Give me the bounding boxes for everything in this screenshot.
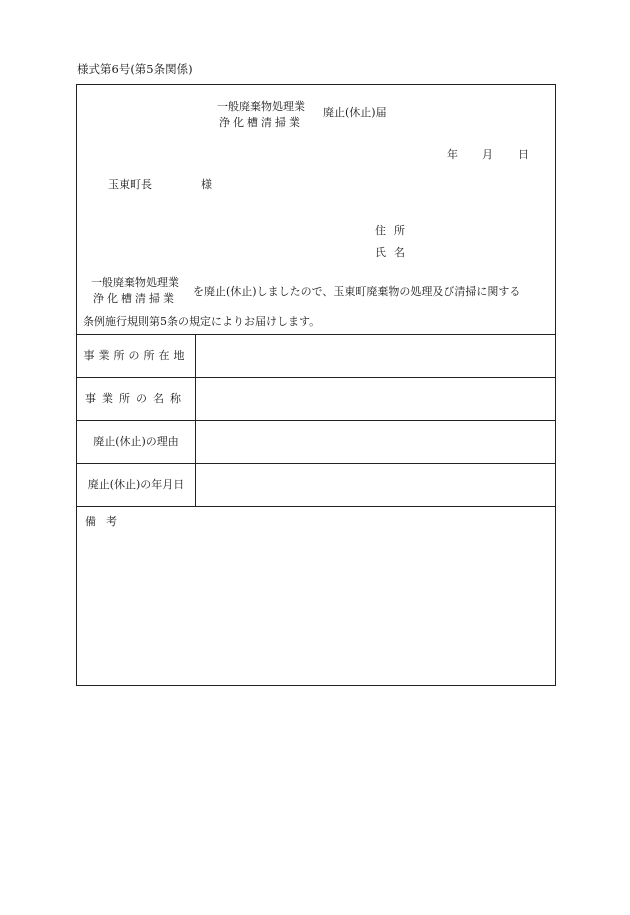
statement-business-type-2: 浄化槽清掃業: [93, 292, 177, 305]
form-number: 様式第6号(第5条関係): [77, 62, 193, 76]
field-office-name-value[interactable]: [196, 378, 555, 420]
title-business-type-2: 浄化槽清掃業: [219, 116, 303, 129]
date-day-label: 日: [518, 148, 529, 161]
remarks-label: 備考: [85, 515, 127, 528]
field-reason-label: 廃止(休止)の理由: [93, 435, 179, 448]
field-date-value[interactable]: [196, 464, 555, 506]
notification-form: [76, 84, 556, 686]
field-location-value[interactable]: [196, 335, 555, 377]
table-bottom-border: [77, 506, 555, 507]
applicant-name-label: 氏名: [375, 246, 413, 259]
title-business-types: [217, 99, 305, 131]
statement-business-types: [91, 275, 179, 307]
applicant-address-label: 住所: [375, 224, 413, 237]
field-date-label: 廃止(休止)の年月日: [87, 478, 185, 491]
field-location-label: 事業所の所在地: [83, 349, 189, 362]
statement-business-type-1: 一般廃棄物処理業: [91, 276, 179, 289]
addressee-honorific: 様: [201, 178, 212, 191]
form-title: 廃止(休止)届: [323, 106, 387, 119]
date-year-label: 年: [447, 148, 458, 161]
addressee-name: 玉東町長: [108, 178, 152, 191]
statement-line-2: 条例施行規則第5条の規定によりお届けします。: [83, 315, 321, 328]
title-business-type-1: 一般廃棄物処理業: [217, 100, 305, 113]
field-office-name-label: 事業所の名称: [85, 392, 187, 405]
statement-line-1: を廃止(休止)しましたので、玉東町廃棄物の処理及び清掃に関する: [193, 285, 521, 298]
date-month-label: 月: [482, 148, 493, 161]
field-reason-value[interactable]: [196, 421, 555, 463]
